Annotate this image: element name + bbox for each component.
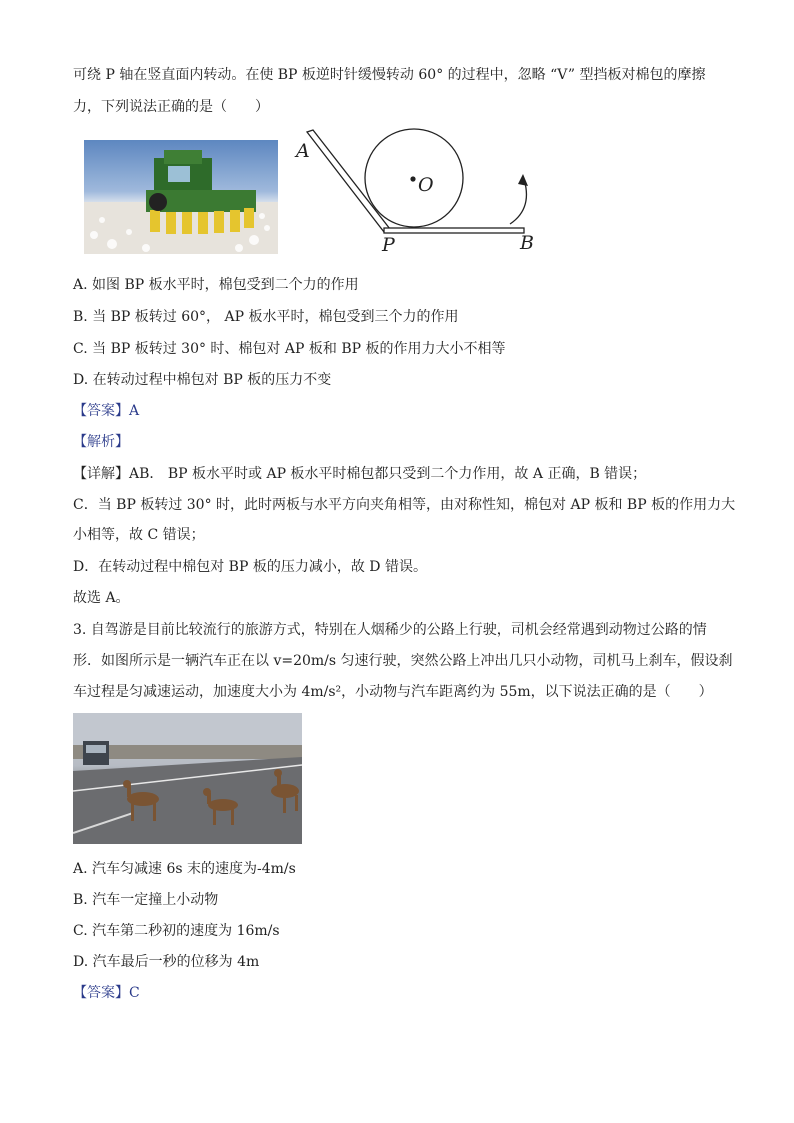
option-b: B. 当 BP 板转过 60°， AP 板水平时，棉包受到三个力的作用 <box>73 309 459 325</box>
question-stem-line-1: 可绕 P 轴在竖直面内转动。在使 BP 板逆时针缓慢转动 60° 的过程中，忽略 “V” 型挡板对棉包的摩擦 <box>73 67 706 83</box>
detail-line-4: D．在转动过程中棉包对 BP 板的压力减小，故 D 错误。 <box>73 559 427 575</box>
q3-option-d: D. 汽车最后一秒的位移为 4m <box>73 954 260 970</box>
q3-answer-label: 【答案】C <box>73 985 140 1001</box>
q3-stem-line-2: 形．如图所示是一辆汽车正在以 v=20m/s 匀速行驶，突然公路上冲出几只小动物，司机马上刹车，假设刹 <box>73 653 733 669</box>
analysis-label: 【解析】 <box>73 434 129 450</box>
rotation-arrow-icon <box>518 174 528 186</box>
detail-line-3: 小相等，故 C 错误； <box>73 527 205 543</box>
label-p: P <box>382 234 395 256</box>
detail-line-2: C．当 BP 板转过 30° 时，此时两板与水平方向夹角相等，由对称性知，棉包对 AP 板和 BP 板的作用力大 <box>73 497 736 513</box>
label-b: B <box>520 232 534 254</box>
q3-option-a: A. 汽车匀减速 6s 末的速度为-4m/s <box>73 861 296 877</box>
option-d: D. 在转动过程中棉包对 BP 板的压力不变 <box>73 372 332 388</box>
detail-line-1: 【详解】AB． BP 板水平时或 AP 板水平时棉包都只受到二个力作用，故 A 正确，B 错误； <box>73 466 647 482</box>
question-stem-line-2: 力，下列说法正确的是（ ） <box>73 99 269 115</box>
detail-line-5: 故选 A。 <box>73 590 130 606</box>
option-c: C. 当 BP 板转过 30° 时、棉包对 AP 板和 BP 板的作用力大小不相等 <box>73 341 506 357</box>
label-o: O <box>418 174 434 196</box>
cotton-harvester-photo <box>84 140 278 254</box>
road-animals-photo <box>73 713 302 844</box>
q3-option-b: B. 汽车一定撞上小动物 <box>73 892 219 908</box>
answer-label: 【答案】A <box>73 403 140 419</box>
center-dot <box>410 176 415 181</box>
q3-option-c: C. 汽车第二秒初的速度为 16m/s <box>73 923 280 939</box>
v-shaped-board-diagram <box>292 128 542 260</box>
option-a: A. 如图 BP 板水平时，棉包受到二个力的作用 <box>73 277 359 293</box>
label-a: A <box>296 140 310 162</box>
q3-stem-line-1: 3. 自驾游是目前比较流行的旅游方式，特别在人烟稀少的公路上行驶，司机会经常遇到动物过公路的情 <box>73 622 707 638</box>
q3-stem-line-3: 车过程是匀减速运动，加速度大小为 4m/s²，小动物与汽车距离约为 55m，以下说法正确的是（ ） <box>73 684 713 700</box>
